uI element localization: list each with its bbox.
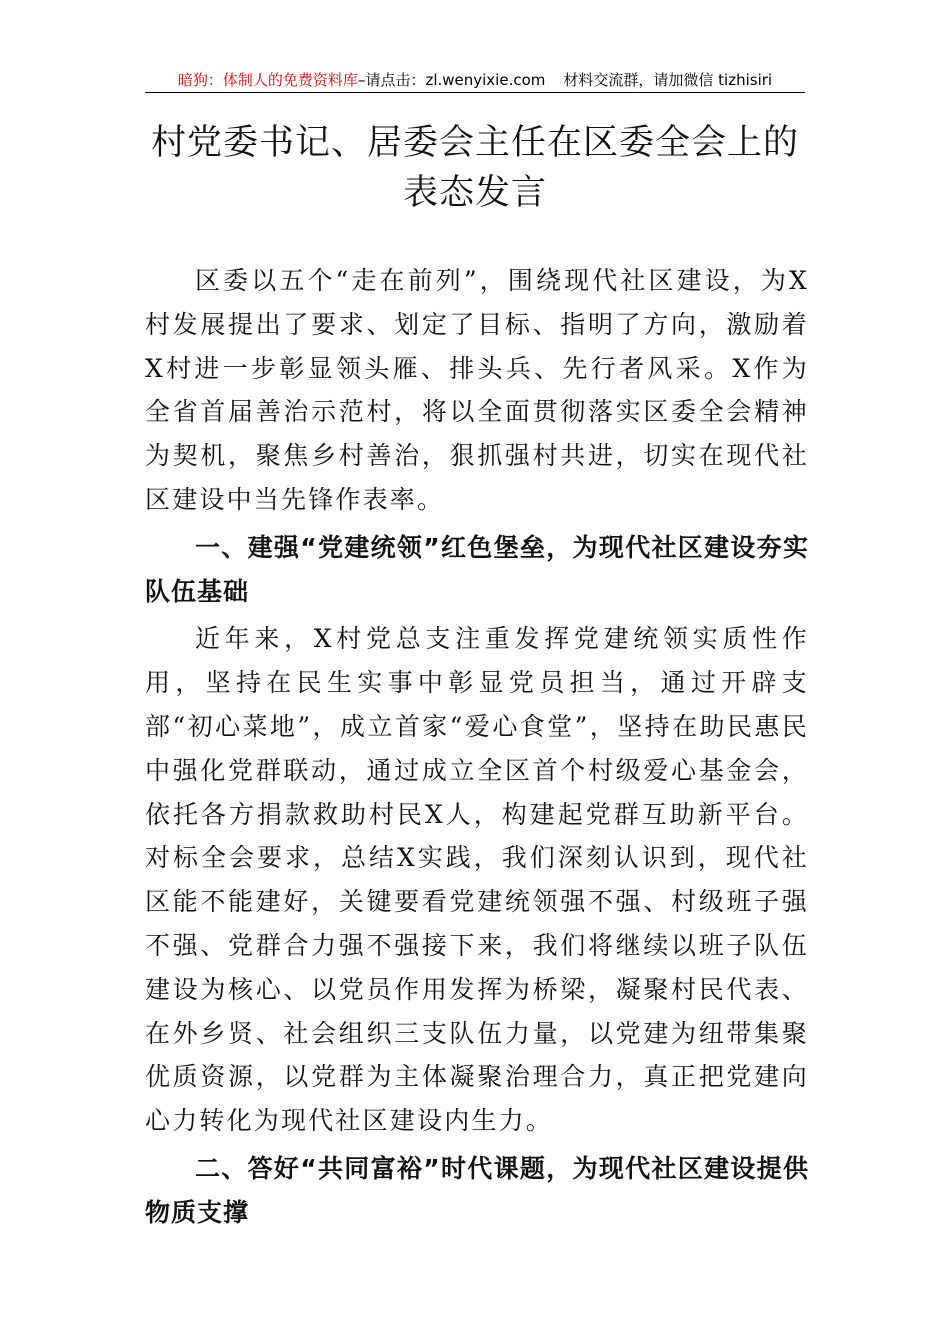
header-site-name: 暗狗：体制人的免费资料库 — [177, 71, 358, 89]
document-body — [145, 259, 809, 1239]
title-line-2: 表态发言 — [402, 173, 547, 213]
header-url-link[interactable]: zl.wenyixie.com — [425, 71, 546, 89]
header-click-prompt: –请点击： — [357, 71, 426, 89]
intro-paragraph: 区委以五个“走在前列”，围绕现代社区建设，为X村发展提出了要求、划定了目标、指明了方向，激励着X村进一步彰显领头雁、排头兵、先行者风采。X作为全省首届善治示范村，将以全面贯彻落实区委全会精神为契机，聚焦乡村善治，狠抓强村共进，切实在现代社区建设中当先锋作表率。 — [145, 266, 809, 514]
section-heading-1: 一、建强“党建统领”红色堡垒，为现代社区建设夯实队伍基础 — [145, 532, 809, 606]
header-wechat-note: 材料交流群，请加微信 tizhisiri — [563, 71, 773, 89]
section-heading-2: 二、答好“共同富裕”时代课题，为现代社区建设提供物质支撑 — [145, 1153, 809, 1227]
section-1-paragraph: 近年来，X村党总支注重发挥党建统领实质性作用，坚持在民生实事中彰显党员担当，通过开辟支部“初心菜地”，成立首家“爱心食堂”，坚持在助民惠民中强化党群联动，通过成立全区首个村级爱心基金会，依托各方捐款救助村民X人，构建起党群互助新平台。对标全会要求，总结X实践，我们深刻认识到，现代社区能不能建好，关键要看党建统领强不强、村级班子强不强、党群合力强不强接下来，我们将继续以班子队伍建设为核心、以党员作用发挥为桥梁，凝聚村民代表、在外乡贤、社会组织三支队伍力量，以党建为纽带集聚优质资源，以党群为主体凝聚治理合力，真正把党建向心力转化为现代社区建设内生力。 — [145, 624, 809, 1136]
page-header — [145, 68, 805, 93]
document-title — [100, 118, 850, 218]
title-line-1: 村党委书记、居委会主任在区委全会上的 — [150, 123, 799, 163]
